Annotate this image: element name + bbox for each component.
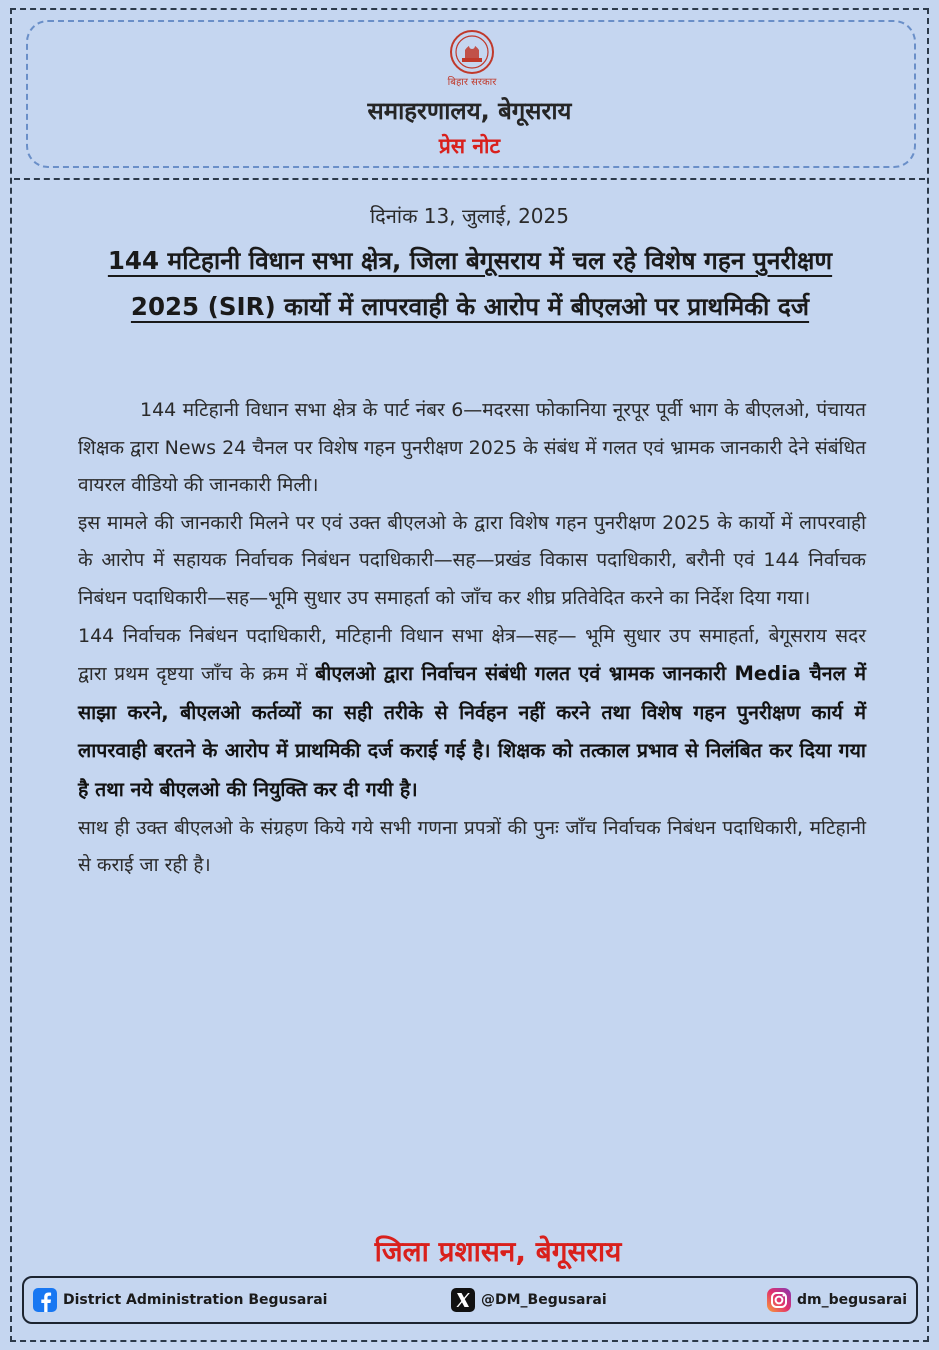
bihar-government-emblem [440,28,504,92]
x-link[interactable] [450,1288,607,1312]
signature: जिला प्रशासन, बेगूसराय [374,1235,622,1268]
paragraph-3-normal: 144 निर्वाचक निबंधन पदाधिकारी, मटिहानी विधान सभा क्षेत्र—सह— भूमि सुधार उप समाहर्ता, बेगूसराय सदर द्वारा प्रथम दृष्टया जाँच के क्रम में [78,624,866,686]
paragraph-1: 144 मटिहानी विधान सभा क्षेत्र के पार्ट नंबर 6—मदरसा फोकानिया नूरपूर पूर्वी भाग के बीएलओ, पंचायत शिक्षक द्वारा News 24 चैनल पर विशेष गहन पुनरीक्षण 2025 के संबंध में गलत एवं भ्रामक जानकारी देने संबंधित वायरल वीडियो की जानकारी मिली। [78,399,866,497]
header-divider [14,178,925,180]
facebook-link[interactable] [32,1288,327,1312]
paragraph-2: इस मामले की जानकारी मिलने पर एवं उक्त बीएलओ के द्वारा विशेष गहन पुनरीक्षण 2025 के कार्यो में लापरवाही के आरोप में सहायक निर्वाचक निबंधन पदाधिकारी—सह—प्रखंड विकास पदाधिकारी, बरौनी एवं 144 निर्वाचक निबंधन पदाधिकारी—सह—भूमि सुधार उप समाहर्ता को जाँच कर शीघ्र प्रतिवेदित करने का निर्देश दिया गया। [78,511,866,609]
paragraph-3-bold: बीएलओ द्वारा निर्वाचन संबंधी गलत एवं भ्रामक जानकारी Media चैनल में साझा करने, बीएलओ कर्तव्यों का सही तरीके से निर्वहन नहीं करने तथा विशेष गहन पुनरीक्षण कार्य में लापरवाही बरतने के आरोप में प्राथमिकी दर्ज कराई गई है। शिक्षक को तत्काल प्रभाव से निलंबित कर दिया गया है तथा नये बीएलओ की नियुक्ति कर दी गयी है। [78,662,866,801]
press-note-label: प्रेस नोट [438,134,501,158]
instagram-link[interactable] [766,1288,907,1312]
office-title: समाहरणालय, बेगूसराय [367,97,572,125]
x-handle: @DM_Begusarai [481,1292,607,1308]
facebook-icon [32,1287,58,1313]
facebook-handle: District Administration Begusarai [63,1292,328,1308]
press-body [78,392,866,885]
emblem-icon [448,28,496,76]
emblem-caption: बिहार सरकार [447,77,497,88]
instagram-handle: dm_begusarai [797,1292,908,1308]
headline: 144 मटिहानी विधान सभा क्षेत्र, जिला बेगूसराय में चल रहे विशेष गहन पुनरीक्षण 2025 (SIR) कार्यो में लापरवाही के आरोप में बीएलओ पर प्राथमिकी दर्ज [107,246,833,321]
paragraph-3 [78,618,866,810]
date-line: दिनांक 13, जुलाई, 2025 [370,204,569,228]
instagram-icon [766,1287,792,1313]
paragraph-4: साथ ही उक्त बीएलओ के संग्रहण किये गये सभी गणना प्रपत्रों की पुनः जाँच निर्वाचक निबंधन पदाधिकारी, मटिहानी से कराई जा रही है। [78,816,866,877]
x-icon [450,1287,476,1313]
